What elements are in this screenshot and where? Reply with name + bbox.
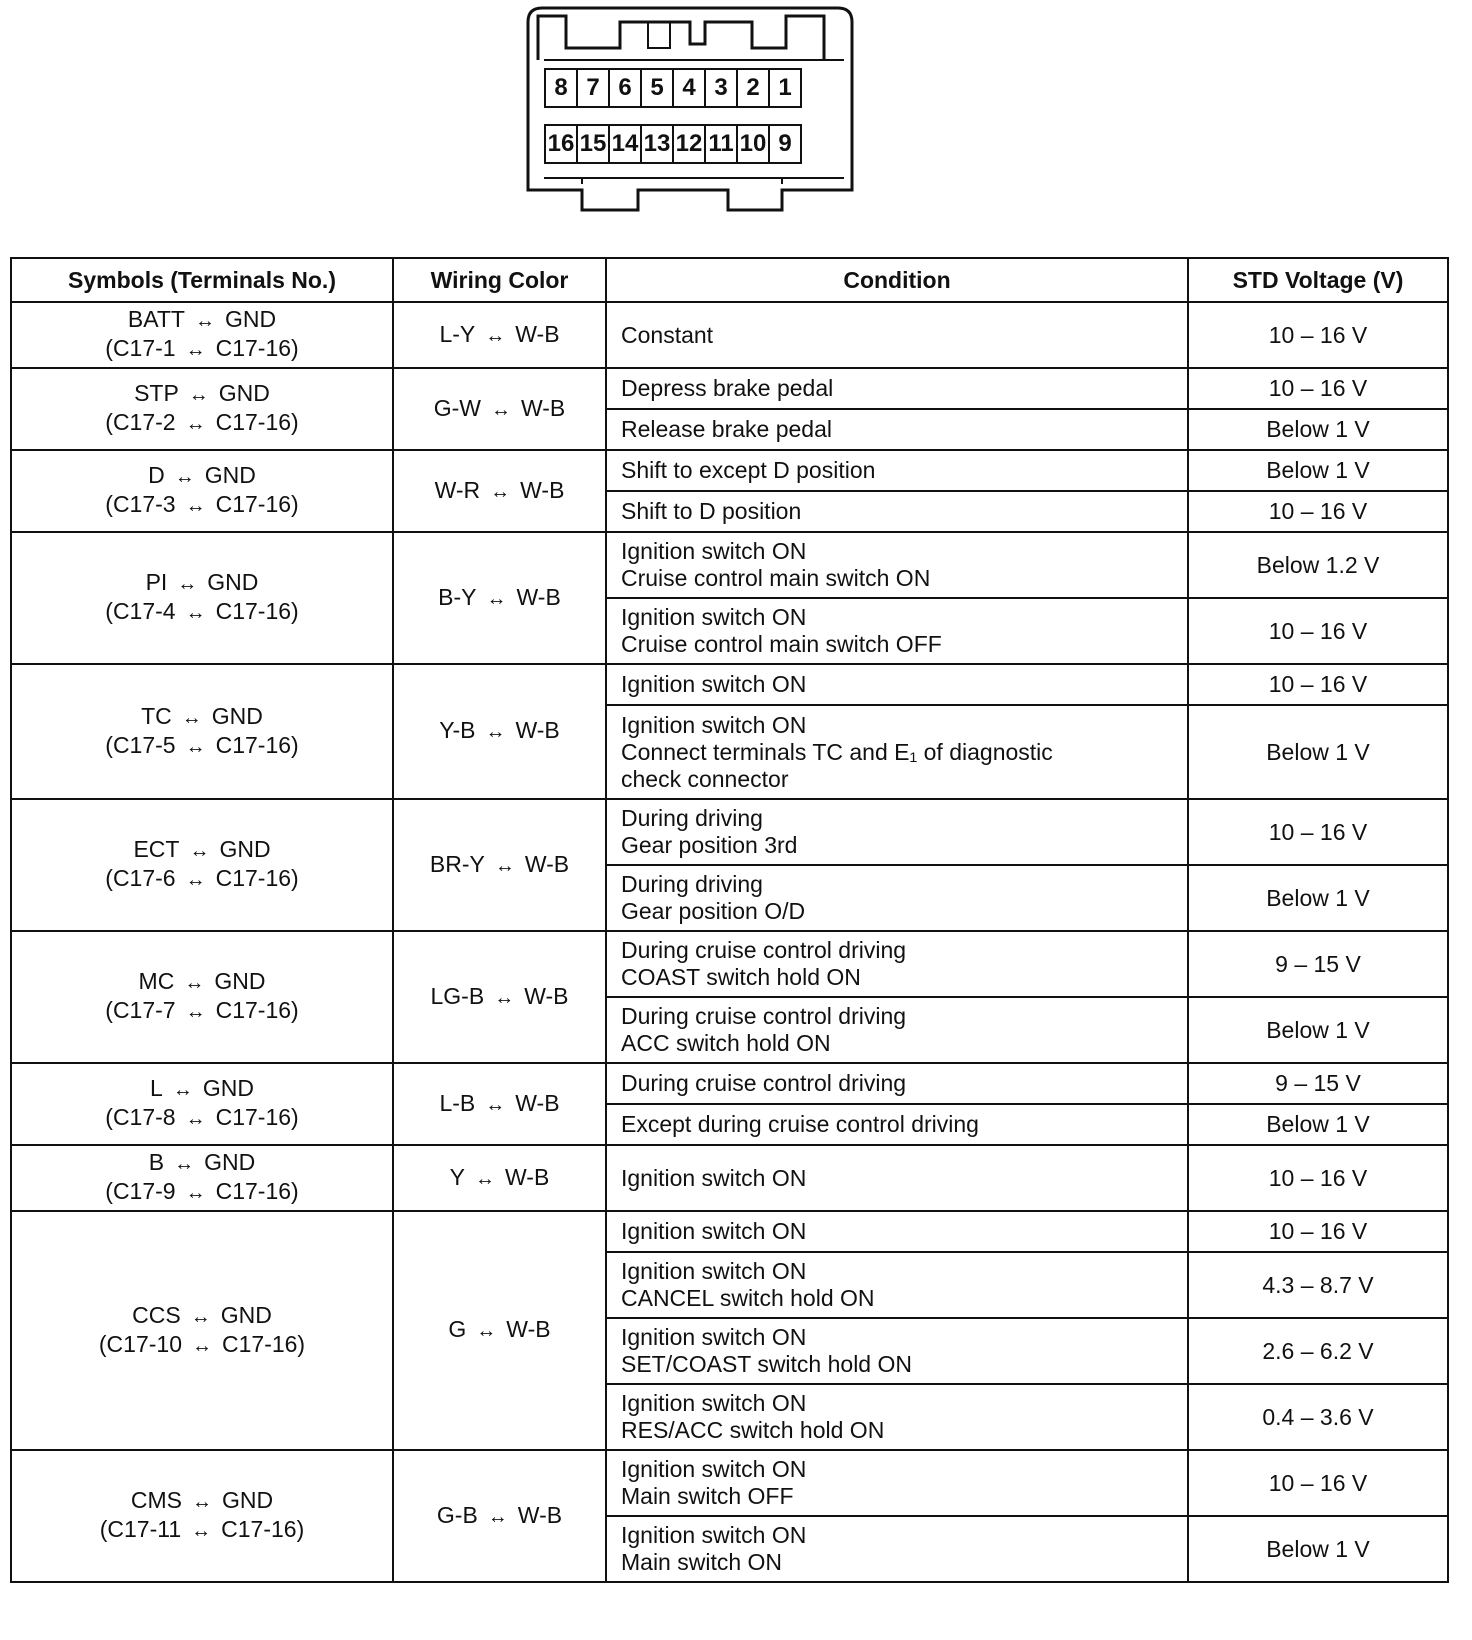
ground-wire-color: W-B <box>515 1089 560 1116</box>
wire-color: Y <box>449 1163 466 1190</box>
condition-text: Ignition switch ON <box>621 1522 807 1548</box>
ground-wire-color: W-B <box>515 717 560 743</box>
connector-pin: 3 <box>704 68 738 108</box>
ground-symbol: GND <box>211 702 263 729</box>
connector-pin: 8 <box>544 68 578 108</box>
terminal-number-line <box>12 1516 392 1545</box>
wiring-color-cell <box>393 664 606 799</box>
left-right-arrow-icon: ↔ <box>185 1001 206 1023</box>
condition-text: Ignition switch ON <box>621 604 807 630</box>
connector-pin: 4 <box>672 68 706 108</box>
connector-diagram <box>520 4 860 219</box>
terminal-number: (C17-3 <box>105 491 176 517</box>
connector-pin: 14 <box>608 124 642 164</box>
std-voltage-cell: Below 1 V <box>1188 450 1448 491</box>
condition-text: Shift to D position <box>621 498 802 524</box>
terminal-symbol-line <box>12 569 392 598</box>
terminal-symbol: CCS <box>132 1301 181 1328</box>
wire-color: G-W <box>433 394 481 421</box>
connector-pin: 6 <box>608 68 642 108</box>
left-right-arrow-icon: ↔ <box>185 735 206 758</box>
condition-text: Shift to except D position <box>621 457 876 483</box>
left-right-arrow-icon: ↔ <box>177 573 198 595</box>
left-right-arrow-icon: ↔ <box>185 413 206 435</box>
left-right-arrow-icon: ↔ <box>185 495 206 517</box>
terminal-symbol: D <box>148 462 165 488</box>
condition-text: SET/COAST switch hold ON <box>621 1351 912 1377</box>
ground-wire-color: W-B <box>524 850 570 877</box>
condition-text: RES/ACC switch hold ON <box>621 1417 885 1443</box>
connector-pin: 12 <box>672 124 706 164</box>
terminal-number: (C17-6 <box>105 865 176 891</box>
condition-cell <box>606 1063 1188 1104</box>
ground-terminal-number: C17-16) <box>215 409 299 435</box>
table-row <box>11 532 1448 598</box>
std-voltage-cell: 10 – 16 V <box>1188 1145 1448 1211</box>
terminal-number-line <box>12 598 392 627</box>
std-voltage-cell: 10 – 16 V <box>1188 598 1448 664</box>
terminal-symbol: TC <box>141 702 172 729</box>
left-right-arrow-icon: ↔ <box>185 602 206 624</box>
terminal-symbol-line <box>12 836 392 865</box>
wiring-color-cell <box>393 450 606 532</box>
terminal-symbol-cell <box>11 532 393 664</box>
ground-symbol: GND <box>218 380 270 406</box>
terminal-number-line <box>12 335 392 364</box>
condition-text: Cruise control main switch OFF <box>621 631 942 657</box>
terminal-symbol: CMS <box>130 1487 182 1513</box>
left-right-arrow-icon: ↔ <box>181 706 202 729</box>
left-right-arrow-icon: ↔ <box>192 1491 212 1513</box>
terminal-symbol: ECT <box>133 836 180 862</box>
left-right-arrow-icon: ↔ <box>192 1334 212 1357</box>
ground-terminal-number: C17-16) <box>215 1104 299 1130</box>
ground-terminal-number: C17-16) <box>215 865 299 891</box>
ground-wire-color: W-B <box>516 583 561 610</box>
left-right-arrow-icon: ↔ <box>189 840 210 862</box>
ground-symbol: GND <box>224 306 277 332</box>
ground-symbol: GND <box>204 462 256 488</box>
left-right-arrow-icon: ↔ <box>174 466 195 488</box>
condition-text: Constant <box>621 321 714 348</box>
wire-color: LG-B <box>430 982 485 1009</box>
ground-symbol: GND <box>219 836 271 862</box>
connector-pin: 2 <box>736 68 770 108</box>
wire-color: G <box>448 1316 467 1342</box>
table-row <box>11 664 1448 705</box>
left-right-arrow-icon: ↔ <box>172 1079 193 1101</box>
left-right-arrow-icon: ↔ <box>188 384 209 406</box>
terminal-symbol: MC <box>138 968 175 994</box>
terminal-number-line <box>12 732 392 761</box>
condition-cell <box>606 865 1188 931</box>
condition-text: Depress brake pedal <box>621 375 834 401</box>
condition-text: Ignition switch ON <box>621 1164 807 1191</box>
std-voltage-cell: 0.4 – 3.6 V <box>1188 1384 1448 1450</box>
std-voltage-cell: 10 – 16 V <box>1188 368 1448 409</box>
connector-pin: 15 <box>576 124 610 164</box>
connector-pin-row-top <box>544 68 802 108</box>
terminal-number: (C17-2 <box>105 409 176 435</box>
condition-cell <box>606 1211 1188 1252</box>
wiring-color-cell <box>393 1063 606 1145</box>
condition-text: Ignition switch ON <box>621 711 807 738</box>
terminal-symbol-line <box>12 1302 392 1331</box>
terminal-symbol-cell <box>11 368 393 450</box>
ground-terminal-number: C17-16) <box>215 335 299 361</box>
terminal-number-line <box>12 1331 392 1360</box>
condition-text: During cruise control driving <box>621 937 907 963</box>
wiring-color-cell <box>393 1450 606 1582</box>
condition-text: CANCEL switch hold ON <box>621 1285 875 1311</box>
terminal-symbol-line <box>12 462 392 491</box>
ground-symbol: GND <box>214 968 266 994</box>
condition-cell <box>606 1104 1188 1145</box>
terminal-symbol-cell <box>11 302 393 368</box>
table-row <box>11 1145 1448 1211</box>
left-right-arrow-icon: ↔ <box>475 1167 496 1190</box>
ground-terminal-number: C17-16) <box>215 1178 299 1204</box>
terminal-symbol-line <box>12 968 392 997</box>
terminal-symbol-line <box>12 1075 392 1104</box>
condition-cell <box>606 1145 1188 1211</box>
condition-text: Ignition switch ON <box>621 1390 807 1416</box>
condition-text: During cruise control driving <box>621 1070 907 1096</box>
condition-cell <box>606 409 1188 450</box>
condition-text: Release brake pedal <box>621 416 832 442</box>
terminal-symbol-cell <box>11 450 393 532</box>
header-condition: Condition <box>606 258 1188 302</box>
terminal-symbol-line <box>12 1487 392 1516</box>
wire-color: B-Y <box>438 583 477 610</box>
table-row <box>11 302 1448 368</box>
left-right-arrow-icon: ↔ <box>194 310 215 332</box>
condition-text: check connector <box>621 765 789 792</box>
terminal-number-line <box>12 1178 392 1207</box>
table-row <box>11 1211 1448 1252</box>
wiring-color-cell <box>393 799 606 931</box>
wiring-color-cell <box>393 1211 606 1450</box>
table-row <box>11 1450 1448 1516</box>
condition-text: Ignition switch ON <box>621 1218 807 1244</box>
condition-cell <box>606 598 1188 664</box>
terminal-symbol: L <box>150 1075 163 1101</box>
left-right-arrow-icon: ↔ <box>190 1305 211 1328</box>
ground-wire-color: W-B <box>520 476 565 503</box>
ground-terminal-number: C17-16) <box>222 1330 306 1357</box>
terminal-number: (C17-7 <box>105 997 176 1023</box>
table-body <box>11 302 1448 1582</box>
terminal-symbol: PI <box>145 569 168 595</box>
left-right-arrow-icon: ↔ <box>485 1093 506 1116</box>
table-row <box>11 931 1448 997</box>
terminal-symbol: B <box>148 1149 165 1175</box>
condition-text: ACC switch hold ON <box>621 1030 831 1056</box>
std-voltage-cell: Below 1 V <box>1188 997 1448 1063</box>
condition-cell <box>606 450 1188 491</box>
ground-terminal-number: C17-16) <box>215 997 299 1023</box>
terminal-symbol-cell <box>11 1063 393 1145</box>
connector-pin: 16 <box>544 124 578 164</box>
ground-terminal-number: C17-16) <box>215 731 299 758</box>
table-header-row <box>11 258 1448 302</box>
left-right-arrow-icon: ↔ <box>485 721 506 743</box>
terminal-number-line <box>12 997 392 1026</box>
condition-cell <box>606 1252 1188 1318</box>
left-right-arrow-icon: ↔ <box>184 972 205 994</box>
ground-wire-color: W-B <box>520 394 566 421</box>
wire-color: BR-Y <box>429 850 485 877</box>
terminal-number-line <box>12 491 392 520</box>
header-wiring-color: Wiring Color <box>393 258 606 302</box>
wire-color: W-R <box>434 476 481 503</box>
condition-cell <box>606 302 1188 368</box>
wire-color: G-B <box>436 1501 478 1528</box>
std-voltage-cell: 10 – 16 V <box>1188 1211 1448 1252</box>
terminal-voltage-table <box>10 257 1449 1583</box>
condition-cell <box>606 1318 1188 1384</box>
terminal-number-line <box>12 1104 392 1133</box>
ground-terminal-number: C17-16) <box>221 1516 305 1542</box>
table-row <box>11 368 1448 409</box>
terminal-symbol-line <box>12 380 392 409</box>
ground-wire-color: W-B <box>506 1316 551 1342</box>
condition-cell <box>606 1384 1188 1450</box>
ground-wire-color: W-B <box>517 1501 563 1528</box>
std-voltage-cell: 10 – 16 V <box>1188 799 1448 865</box>
wire-color: L-Y <box>439 320 476 347</box>
terminal-symbol-cell <box>11 1450 393 1582</box>
condition-cell <box>606 664 1188 705</box>
condition-text: Except during cruise control driving <box>621 1111 979 1137</box>
std-voltage-cell: Below 1.2 V <box>1188 532 1448 598</box>
wiring-color-cell <box>393 931 606 1063</box>
condition-cell <box>606 931 1188 997</box>
std-voltage-cell: Below 1 V <box>1188 1104 1448 1145</box>
ground-symbol: GND <box>202 1075 254 1101</box>
wiring-color-cell <box>393 1145 606 1211</box>
condition-cell <box>606 997 1188 1063</box>
left-right-arrow-icon: ↔ <box>485 324 506 347</box>
condition-text: During cruise control driving <box>621 1003 907 1029</box>
terminal-number: (C17-4 <box>105 598 176 624</box>
condition-cell <box>606 1450 1188 1516</box>
std-voltage-cell: 10 – 16 V <box>1188 1450 1448 1516</box>
connector-pin-row-bottom <box>544 124 802 164</box>
left-right-arrow-icon: ↔ <box>490 480 511 503</box>
terminal-symbol: STP <box>134 380 179 406</box>
wiring-color-cell <box>393 368 606 450</box>
left-right-arrow-icon: ↔ <box>487 1505 508 1528</box>
condition-cell <box>606 368 1188 409</box>
header-symbols: Symbols (Terminals No.) <box>11 258 393 302</box>
left-right-arrow-icon: ↔ <box>486 587 507 610</box>
connector-pin: 7 <box>576 68 610 108</box>
condition-cell <box>606 491 1188 532</box>
terminal-number: (C17-8 <box>105 1104 176 1130</box>
connector-pin: 11 <box>704 124 738 164</box>
std-voltage-cell: Below 1 V <box>1188 865 1448 931</box>
condition-cell <box>606 1516 1188 1582</box>
condition-text: During driving <box>621 805 763 831</box>
ground-symbol: GND <box>222 1487 274 1513</box>
ground-terminal-number: C17-16) <box>215 598 299 624</box>
table-row <box>11 799 1448 865</box>
condition-text: Main switch ON <box>621 1549 783 1575</box>
wire-color: Y-B <box>439 717 476 743</box>
condition-text: Ignition switch ON <box>621 1456 807 1482</box>
terminal-symbol: BATT <box>127 306 185 332</box>
ground-wire-color: W-B <box>524 982 569 1009</box>
connector-pin: 10 <box>736 124 770 164</box>
connector-pin: 9 <box>768 124 802 164</box>
terminal-number: (C17-10 <box>98 1330 182 1357</box>
std-voltage-cell: 4.3 – 8.7 V <box>1188 1252 1448 1318</box>
std-voltage-cell: 9 – 15 V <box>1188 1063 1448 1104</box>
condition-text: Gear position 3rd <box>621 832 798 858</box>
table-row <box>11 450 1448 491</box>
condition-text: During driving <box>621 871 763 897</box>
std-voltage-cell: 9 – 15 V <box>1188 931 1448 997</box>
terminal-number-line <box>12 409 392 438</box>
std-voltage-cell: Below 1 V <box>1188 409 1448 450</box>
terminal-number-line <box>12 865 392 894</box>
terminal-symbol-line <box>12 306 392 335</box>
left-right-arrow-icon: ↔ <box>174 1153 195 1175</box>
condition-text: COAST switch hold ON <box>621 964 861 990</box>
left-right-arrow-icon: ↔ <box>185 869 206 891</box>
std-voltage-cell: Below 1 V <box>1188 705 1448 799</box>
ground-terminal-number: C17-16) <box>215 491 299 517</box>
ground-symbol: GND <box>207 569 259 595</box>
condition-cell <box>606 705 1188 799</box>
condition-cell <box>606 532 1188 598</box>
left-right-arrow-icon: ↔ <box>185 1182 206 1204</box>
left-right-arrow-icon: ↔ <box>494 854 515 877</box>
std-voltage-cell: 10 – 16 V <box>1188 302 1448 368</box>
connector-pin: 13 <box>640 124 674 164</box>
terminal-number: (C17-9 <box>105 1178 176 1204</box>
table-row <box>11 1063 1448 1104</box>
condition-text: Ignition switch ON <box>621 1258 807 1284</box>
wiring-color-cell <box>393 302 606 368</box>
terminal-number: (C17-1 <box>105 335 176 361</box>
left-right-arrow-icon: ↔ <box>191 1520 212 1542</box>
terminal-number: (C17-5 <box>105 731 176 758</box>
std-voltage-cell: 10 – 16 V <box>1188 491 1448 532</box>
header-std-voltage: STD Voltage (V) <box>1188 258 1448 302</box>
left-right-arrow-icon: ↔ <box>494 986 515 1009</box>
condition-cell <box>606 799 1188 865</box>
std-voltage-cell: Below 1 V <box>1188 1516 1448 1582</box>
ground-wire-color: W-B <box>515 320 560 347</box>
terminal-symbol-cell <box>11 664 393 799</box>
ground-symbol: GND <box>220 1301 272 1328</box>
terminal-symbol-line <box>12 703 392 732</box>
connector-pin: 5 <box>640 68 674 108</box>
left-right-arrow-icon: ↔ <box>490 398 511 421</box>
left-right-arrow-icon: ↔ <box>185 339 206 361</box>
ground-symbol: GND <box>204 1149 256 1175</box>
left-right-arrow-icon: ↔ <box>185 1108 206 1130</box>
std-voltage-cell: 10 – 16 V <box>1188 664 1448 705</box>
terminal-symbol-line <box>12 1149 392 1178</box>
condition-text: Ignition switch ON <box>621 671 807 697</box>
condition-text: Gear position O/D <box>621 898 806 924</box>
condition-text: Ignition switch ON <box>621 538 807 564</box>
terminal-symbol-cell <box>11 799 393 931</box>
terminal-symbol-cell <box>11 1211 393 1450</box>
condition-text: Cruise control main switch ON <box>621 565 931 591</box>
terminal-symbol-cell <box>11 931 393 1063</box>
wire-color: L-B <box>439 1089 476 1116</box>
condition-text: Main switch OFF <box>621 1483 794 1509</box>
connector-housing-outline <box>520 4 860 219</box>
condition-text: Connect terminals TC and E₁ of diagnostic <box>621 738 1053 765</box>
connector-pin: 1 <box>768 68 802 108</box>
std-voltage-cell: 2.6 – 6.2 V <box>1188 1318 1448 1384</box>
wiring-color-cell <box>393 532 606 664</box>
terminal-number: (C17-11 <box>99 1516 182 1542</box>
condition-text: Ignition switch ON <box>621 1324 807 1350</box>
left-right-arrow-icon: ↔ <box>476 1320 497 1342</box>
terminal-symbol-cell <box>11 1145 393 1211</box>
ground-wire-color: W-B <box>505 1163 550 1190</box>
